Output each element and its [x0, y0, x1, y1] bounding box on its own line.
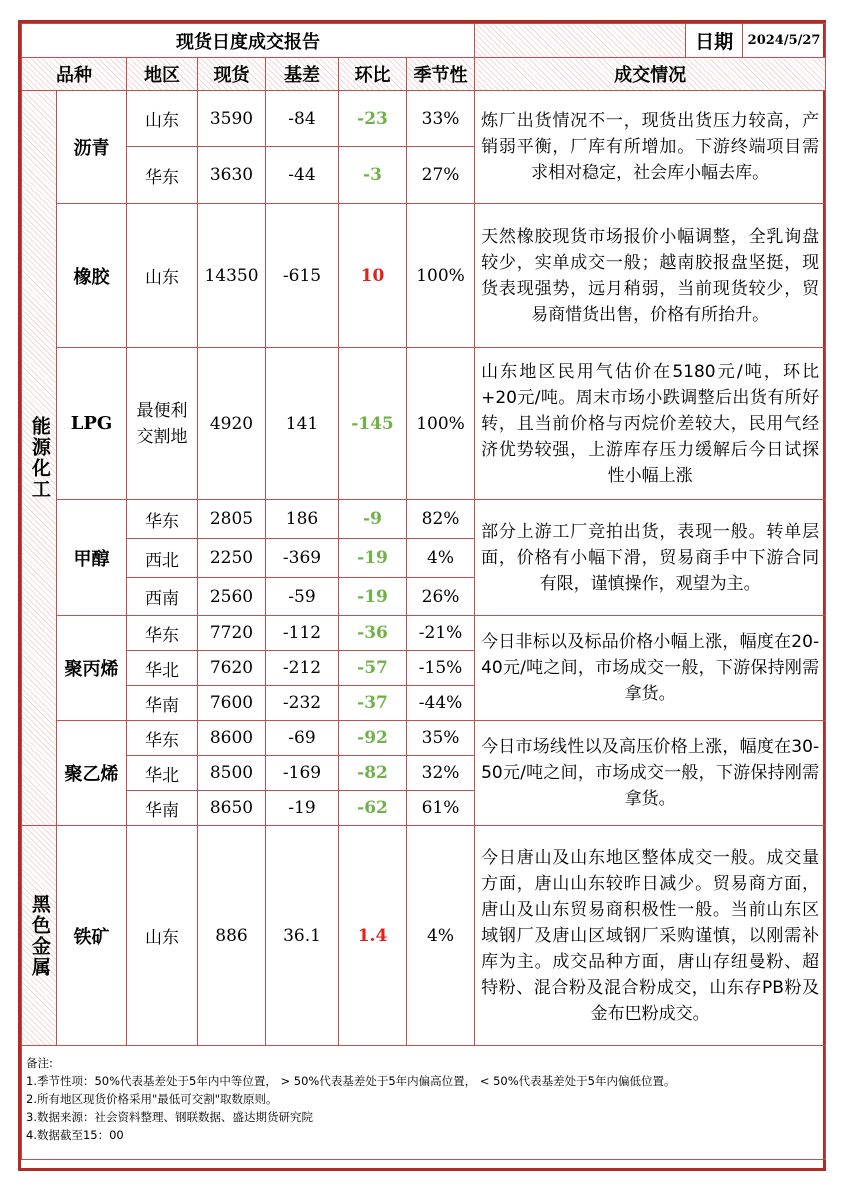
cell-region: 山东: [127, 91, 198, 147]
product-name: 橡胶: [57, 204, 127, 348]
cell-seasonal: 32%: [407, 756, 475, 791]
cell-region: 华南: [127, 686, 198, 721]
cell-spot: 2805: [198, 500, 266, 539]
deal-description: 今日市场线性以及高压价格上涨，幅度在30-50元/吨之间，市场成交一般，下游保持刚需拿货。: [475, 721, 826, 826]
cell-basis: -69: [266, 721, 339, 756]
product-name: 沥青: [57, 91, 127, 204]
cell-mom: -19: [339, 578, 407, 616]
cell-mom: -62: [339, 791, 407, 826]
cell-seasonal: -44%: [407, 686, 475, 721]
report-frame: [18, 20, 826, 1171]
cell-basis: -212: [266, 651, 339, 686]
cell-spot: 3590: [198, 91, 266, 147]
cell-spot: 8500: [198, 756, 266, 791]
date-label: 日期: [686, 24, 743, 58]
cell-region: 西南: [127, 578, 198, 616]
header-seasonal: 季节性: [407, 58, 475, 91]
deal-description: 部分上游工厂竞拍出货，表现一般。转单层面，价格有小幅下滑，贸易商手中下游合同有限，谨慎操作，观望为主。: [475, 500, 826, 616]
product-name: 聚丙烯: [57, 616, 127, 721]
cell-seasonal: -21%: [407, 616, 475, 651]
table-row: [22, 348, 826, 500]
deal-description: 炼厂出货情况不一，现货出货压力较高，产销弱平衡，厂库有所增加。下游终端项目需求相对稳定，社会库小幅去库。: [475, 91, 826, 204]
cell-region: 山东: [127, 204, 198, 348]
table-row: [22, 826, 826, 1046]
cell-seasonal: 27%: [407, 147, 475, 204]
header-deal: 成交情况: [475, 58, 826, 91]
cell-region: 西北: [127, 539, 198, 578]
deal-description: 今日非标以及标品价格小幅上涨，幅度在20-40元/吨之间，市场成交一般，下游保持刚需拿货。: [475, 616, 826, 721]
cell-basis: 141: [266, 348, 339, 500]
cell-mom: -57: [339, 651, 407, 686]
cell-seasonal: 61%: [407, 791, 475, 826]
notes-heading: 备注:: [26, 1056, 53, 1070]
cell-seasonal: 35%: [407, 721, 475, 756]
cell-seasonal: 82%: [407, 500, 475, 539]
report-table: [21, 23, 826, 1160]
table-row: [22, 500, 826, 539]
cell-region: 华北: [127, 651, 198, 686]
cell-basis: -615: [266, 204, 339, 348]
cell-mom: -9: [339, 500, 407, 539]
note-item: 1.季节性项：50%代表基差处于5年内中等位置， > 50%代表基差处于5年内偏高位置， < 50%代表基差处于5年内偏低位置。: [26, 1074, 676, 1088]
header-mom: 环比: [339, 58, 407, 91]
cell-mom: -82: [339, 756, 407, 791]
cell-region: 华东: [127, 721, 198, 756]
cell-mom: -36: [339, 616, 407, 651]
table-row: [22, 204, 826, 348]
cell-mom: -19: [339, 539, 407, 578]
cell-spot: 4920: [198, 348, 266, 500]
cell-spot: 7600: [198, 686, 266, 721]
table-row: [22, 91, 826, 147]
cell-basis: -84: [266, 91, 339, 147]
cell-basis: -112: [266, 616, 339, 651]
cell-seasonal: 33%: [407, 91, 475, 147]
cell-seasonal: 4%: [407, 539, 475, 578]
column-header-row: [22, 58, 826, 91]
cell-region: 华南: [127, 791, 198, 826]
title-row: [22, 24, 826, 58]
category-energy: 能源化工: [22, 91, 57, 826]
cell-spot: 2560: [198, 578, 266, 616]
category-ferrous: 黑色金属: [22, 826, 57, 1046]
cell-region: 华东: [127, 616, 198, 651]
cell-basis: 36.1: [266, 826, 339, 1046]
product-name: LPG: [57, 348, 127, 500]
cell-basis: -369: [266, 539, 339, 578]
cell-seasonal: 100%: [407, 348, 475, 500]
cell-mom: -23: [339, 91, 407, 147]
header-variety: 品种: [22, 58, 127, 91]
cell-spot: 2250: [198, 539, 266, 578]
cell-seasonal: 100%: [407, 204, 475, 348]
cell-spot: 8600: [198, 721, 266, 756]
header-basis: 基差: [266, 58, 339, 91]
deal-description: 天然橡胶现货市场报价小幅调整，全乳询盘较少，实单成交一般；越南胶报盘坚挺，现货表现强势，远月稍弱，当前现货较少，贸易商惜货出售，价格有所抬升。: [475, 204, 826, 348]
table-row: [22, 616, 826, 651]
report-date: 2024/5/27: [743, 24, 826, 58]
cell-spot: 3630: [198, 147, 266, 204]
cell-basis: -169: [266, 756, 339, 791]
cell-region: 山东: [127, 826, 198, 1046]
header-spot: 现货: [198, 58, 266, 91]
cell-mom: -37: [339, 686, 407, 721]
table-row: [22, 721, 826, 756]
cell-mom: 1.4: [339, 826, 407, 1046]
cell-basis: -44: [266, 147, 339, 204]
notes-row: [22, 1046, 826, 1160]
deal-description: 山东地区民用气估价在5180元/吨，环比+20元/吨。周末市场小跌调整后出货有所好转，且当前价格与丙烷价差较大，民用气经济优势较强，上游库存压力缓解后今日试探性小幅上涨: [475, 348, 826, 500]
product-name: 铁矿: [57, 826, 127, 1046]
note-item: 4.数据截至15：00: [26, 1128, 124, 1142]
cell-region: 华东: [127, 500, 198, 539]
cell-mom: -92: [339, 721, 407, 756]
cell-mom: -145: [339, 348, 407, 500]
cell-seasonal: 26%: [407, 578, 475, 616]
cell-region: 华东: [127, 147, 198, 204]
cell-mom: -3: [339, 147, 407, 204]
cell-spot: 8650: [198, 791, 266, 826]
notes: [22, 1046, 826, 1160]
cell-spot: 7620: [198, 651, 266, 686]
deal-description: 今日唐山及山东地区整体成交一般。成交量方面，唐山山东较昨日减少。贸易商方面，唐山及山东贸易商积极性一般。当前山东区域钢厂及唐山区域钢厂采购谨慎，以刚需补库为主。成交品种方面，唐山存纽曼粉、超特粉、混合粉及混合粉成交，山东存PB粉及金布巴粉成交。: [475, 826, 826, 1046]
report-title: 现货日度成交报告: [22, 24, 475, 58]
cell-mom: 10: [339, 204, 407, 348]
cell-seasonal: 4%: [407, 826, 475, 1046]
header-region: 地区: [127, 58, 198, 91]
cell-seasonal: -15%: [407, 651, 475, 686]
cell-basis: -232: [266, 686, 339, 721]
cell-spot: 886: [198, 826, 266, 1046]
product-name: 聚乙烯: [57, 721, 127, 826]
cell-region: 华北: [127, 756, 198, 791]
note-item: 3.数据来源：社会资料整理、钢联数据、盛达期货研究院: [26, 1110, 313, 1124]
cell-basis: -59: [266, 578, 339, 616]
cell-basis: 186: [266, 500, 339, 539]
product-name: 甲醇: [57, 500, 127, 616]
table-body: [22, 91, 826, 1046]
cell-region: 最便利交割地: [127, 348, 198, 500]
cell-basis: -19: [266, 791, 339, 826]
cell-spot: 7720: [198, 616, 266, 651]
cell-spot: 14350: [198, 204, 266, 348]
note-item: 2.所有地区现货价格采用"最低可交割"取数原则。: [26, 1092, 278, 1106]
